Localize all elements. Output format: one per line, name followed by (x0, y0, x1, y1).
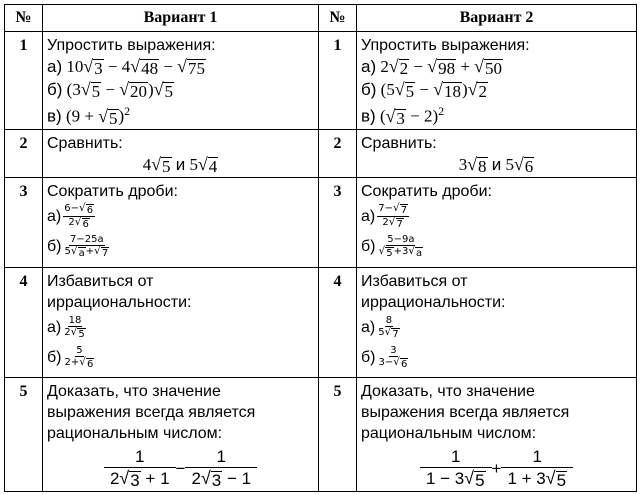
task-cell-v1 (43, 32, 319, 130)
task-number: 5 (319, 377, 357, 491)
task-cell-v2 (357, 177, 637, 267)
task-title-line-2: иррациональности: (47, 293, 192, 311)
worksheet-table (4, 4, 637, 492)
task-cell-v2 (357, 32, 637, 130)
task-text-line-3: рациональным числом: (361, 424, 537, 442)
task-title: Сократить дроби: (47, 182, 178, 200)
task-title-line-1: Избавиться от (47, 272, 154, 290)
fraction-a: а) 8 5 √ 7 (361, 314, 399, 341)
task-cell-v1 (43, 267, 319, 377)
task-cell-v2 (357, 129, 637, 177)
header-row (5, 5, 637, 32)
expression-a: а) 10 √ 3 − 4 √ 48 − √ 75 (47, 56, 205, 78)
task-number: 1 (319, 32, 357, 130)
comparison-expression: 4 √ 5 и 5 √ 4 (142, 153, 218, 176)
task-cell-v2 (357, 377, 637, 491)
fraction-b: б) 5 2+ √ 6 (47, 344, 94, 371)
task-number: 2 (319, 129, 357, 177)
task-title: Упростить выражения: (361, 37, 530, 54)
task-title-line-2: иррациональности: (361, 293, 506, 311)
task-text-line-1: Доказать, что значение (361, 382, 535, 400)
task-row-5 (5, 377, 637, 491)
task-title: Сократить дроби: (361, 182, 492, 200)
task-cell-v1 (43, 377, 319, 491)
fraction-a: а) 18 2 √ 5 (47, 314, 85, 341)
header-num-1: № (5, 5, 43, 32)
expression-a: а) 2 √ 2 − √ 98 + √ 50 (361, 56, 502, 78)
expression-c: в) ( √ 3 − 2)$^2$ (361, 104, 445, 129)
comparison-expression: 3 √ 8 и 5 √ 6 (458, 153, 534, 176)
fraction-b: б) 7−25a 5 √ a + √ 7 (47, 233, 109, 260)
task-title: Сравнить: (361, 134, 437, 152)
task-cell-v1 (43, 177, 319, 267)
expression-b: б) (3 √ 5 − √ 20 ) √ 5 (47, 78, 173, 101)
header-variant-1: Вариант 1 (43, 5, 319, 32)
task-title: Сравнить: (47, 134, 123, 152)
task-cell-v2 (357, 267, 637, 377)
task-row-2 (5, 129, 637, 177)
fraction-a: а) 7− √ 7 2 √ 7 (361, 201, 408, 230)
fraction-a: а) 6− √ 6 2 √ 6 (47, 201, 94, 230)
task-number: 2 (5, 129, 43, 177)
task-row-1 (5, 32, 637, 130)
expression-b: б) (5 √ 5 − √ 18 ) √ 2 (361, 78, 487, 101)
task-title-line-1: Избавиться от (361, 272, 468, 290)
header-num-2: № (319, 5, 357, 32)
task-number: 4 (5, 267, 43, 377)
proof-expression: 1 1 − 3 √ 5 + 1 1 + 3 √ 5 (361, 446, 632, 491)
expression-c: в) (9 + √ 5 )$^2$ (47, 104, 131, 129)
task-number: 4 (319, 267, 357, 377)
task-number: 3 (5, 177, 43, 267)
header-variant-2: Вариант 2 (357, 5, 637, 32)
task-row-4 (5, 267, 637, 377)
task-number: 5 (5, 377, 43, 491)
task-text-line-2: выражения всегда является (47, 403, 256, 421)
task-row-3 (5, 177, 637, 267)
fraction-b: б) 3 3− √ 6 (361, 344, 408, 371)
task-text-line-1: Доказать, что значение (47, 382, 221, 400)
task-title: Упростить выражения: (47, 37, 216, 54)
fraction-b: б) 5−9a √ 5 +3 √ a (361, 233, 423, 260)
task-number: 1 (5, 32, 43, 130)
task-text-line-3: рациональным числом: (47, 424, 223, 442)
task-number: 3 (319, 177, 357, 267)
task-cell-v1 (43, 129, 319, 177)
proof-expression: 1 2 √ 3 + 1 − 1 2 √ 3 − 1 (47, 446, 314, 491)
task-text-line-2: выражения всегда является (361, 403, 570, 421)
